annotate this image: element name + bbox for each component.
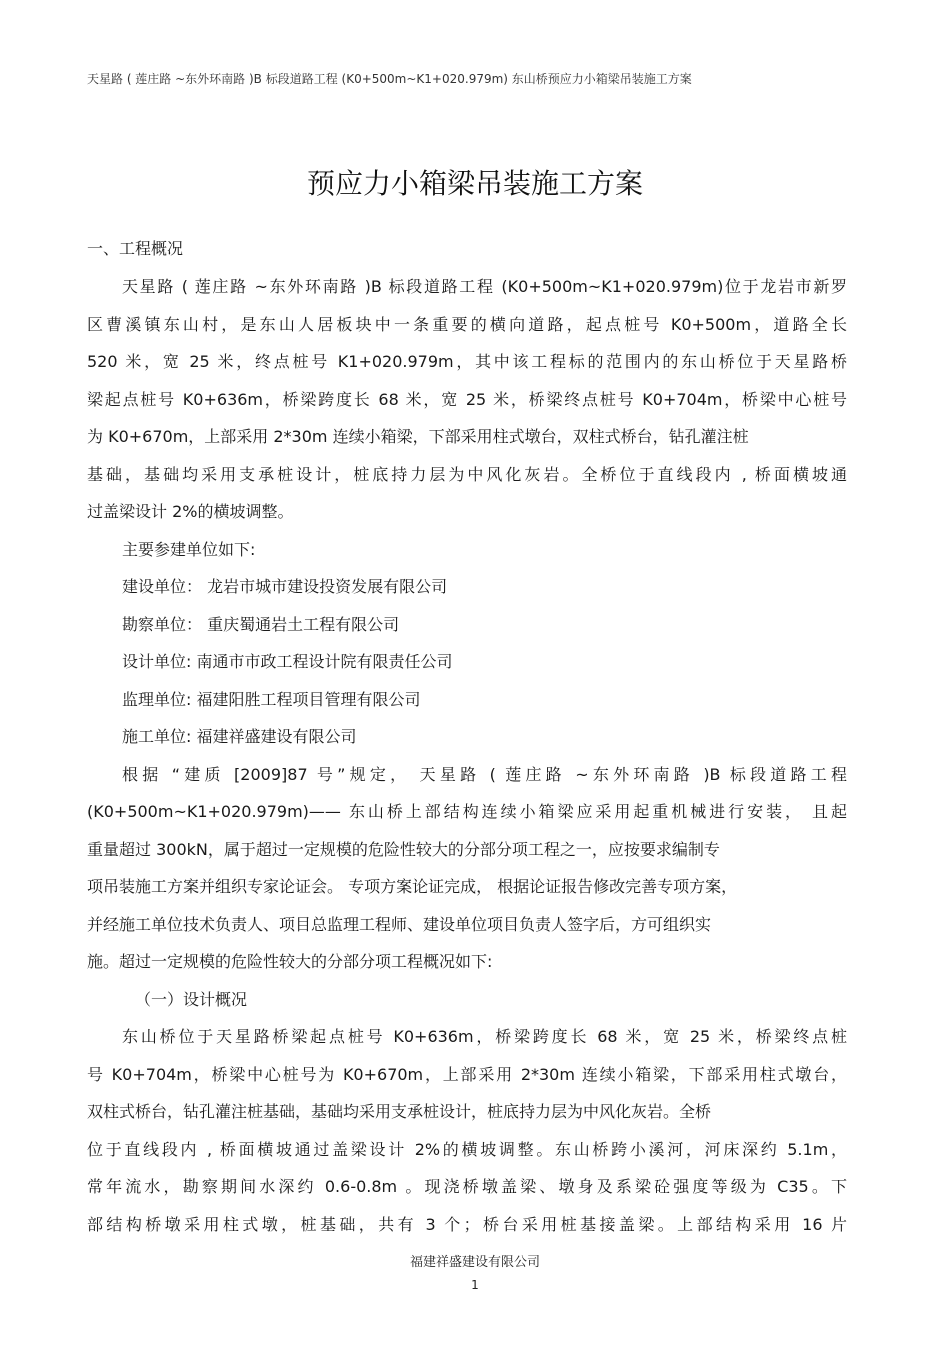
paragraph-line: 为 K0+670m，上部采用 2*30m 连续小箱梁，下部采用柱式墩台，双柱式桥台，钻孔灌注桩 [87, 427, 749, 446]
document-title: 预应力小箱梁吊装施工方案 [306, 166, 643, 200]
paragraph-line: 双柱式桥台，钻孔灌注桩基础，基础均采用支承桩设计，桩底持力层为中风化灰岩。全桥 [87, 1102, 712, 1121]
paragraph-line: 重量超过 300kN，属于超过一定规模的危险性较大的分部分项工程之一，应按要求编制专 [87, 839, 720, 859]
paragraph-line: 并经施工单位技术负责人、项目总监理工程师、建设单位项目负责人签字后，方可组织实 [87, 914, 712, 934]
page-number: 1 [471, 1278, 479, 1292]
paragraph-line: 520 米，宽 25 米，终点桩号 K1+020.979m，其中该工程标的范围内的东山桥位于天星路桥 [87, 352, 847, 371]
page-footer-company: 福建祥盛建设有限公司 [409, 1255, 540, 1270]
running-header: 天星路 ( 莲庄路 ~东外环南路 )B 标段道路工程 (K0+500m~K1+020.979m) 东山桥预应力小箱梁吊装施工方案 [87, 72, 692, 86]
subsection-heading: （一）设计概况 [135, 989, 248, 1009]
participant-survey: 勘察单位： 重庆蜀通岩土工程有限公司 [122, 614, 400, 634]
section-heading: 一、工程概况 [87, 239, 184, 258]
paragraph-line: 项吊装施工方案并组织专家论证会。 专项方案论证完成， 根据论证报告修改完善专项方案， [87, 877, 738, 896]
body-text [87, 268, 847, 1243]
paragraph-line: 梁起点桩号 K0+636m，桥梁跨度长 68 米，宽 25 米，桥梁终点桩号 K0+704m，桥梁中心桩号 [87, 389, 847, 409]
paragraph-line: 区曹溪镇东山村，是东山人居板块中一条重要的横向道路，起点桩号 K0+500m，道路全长 [87, 314, 847, 334]
paragraph-line: 号 K0+704m，桥梁中心桩号为 K0+670m，上部采用 2*30m 连续小箱梁，下部采用柱式墩台， [87, 1064, 847, 1084]
paragraph-line: 根据 “建质 [2009]87 号”规定， 天星路 ( 莲庄路 ~东外环南路 )B 标段道路工程 [122, 764, 847, 784]
paragraph-line: 基础，基础均采用支承桩设计，桩底持力层为中风化灰岩。全桥位于直线段内 , 桥面横坡通 [87, 464, 847, 484]
paragraph-line: 东山桥位于天星路桥梁起点桩号 K0+636m，桥梁跨度长 68 米，宽 25 米，桥梁终点桩 [122, 1027, 847, 1046]
paragraph-line: 天星路 ( 莲庄路 ~东外环南路 )B 标段道路工程 (K0+500m~K1+020.979m)位于龙岩市新罗 [122, 277, 847, 296]
participant-owner: 建设单位： 龙岩市城市建设投资发展有限公司 [122, 577, 448, 596]
paragraph-line: 部结构桥墩采用柱式墩，桩基础，共有 3 个；桥台采用桩基接盖梁。上部结构采用 16 片 [87, 1214, 847, 1234]
paragraph-line: 过盖梁设计 2%的横坡调整。 [87, 502, 294, 521]
participant-supervision: 监理单位: 福建阳胜工程项目管理有限公司 [122, 689, 421, 709]
participant-design: 设计单位: 南通市市政工程设计院有限责任公司 [122, 652, 453, 671]
participants-intro: 主要参建单位如下: [122, 539, 256, 559]
paragraph-line: 施。超过一定规模的危险性较大的分部分项工程概况如下: [87, 952, 493, 971]
paragraph-line: 位于直线段内 , 桥面横坡通过盖梁设计 2%的横坡调整。东山桥跨小溪河，河床深约 5.1m， [87, 1139, 847, 1159]
paragraph-line: (K0+500m~K1+020.979m)—— 东山桥上部结构连续小箱梁应采用起重机械进行安装， 且起 [87, 802, 847, 821]
participant-construction: 施工单位: 福建祥盛建设有限公司 [122, 727, 357, 746]
paragraph-line: 常年流水，勘察期间水深约 0.6-0.8m 。现浇桥墩盖梁、墩身及系梁砼强度等级为 C35。下 [87, 1177, 847, 1196]
